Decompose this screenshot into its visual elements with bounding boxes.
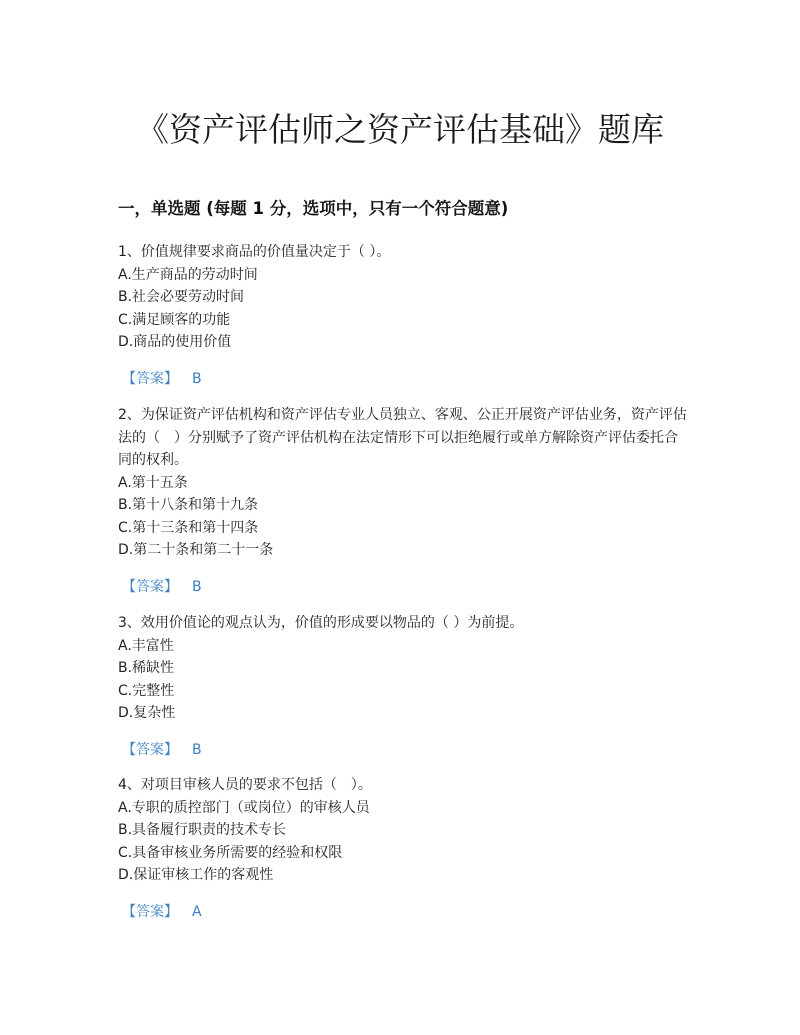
question-4: [118, 774, 688, 923]
answer-row: [118, 739, 688, 761]
answer-row: [118, 901, 688, 923]
option-d: D.复杂性: [118, 705, 176, 721]
option-b: B.稀缺性: [118, 660, 175, 676]
answer-value: B: [192, 578, 202, 595]
answer-label: 【答案】: [122, 903, 178, 920]
document-title: 《资产评估师之资产评估基础》题库: [136, 110, 664, 149]
option-d: D.商品的使用价值: [118, 334, 232, 350]
option-d: D.第二十条和第二十一条: [118, 542, 274, 558]
answer-row: [118, 576, 688, 598]
question-1: [118, 241, 688, 390]
option-c: C.完整性: [118, 682, 175, 699]
question-text: 3、效用价值论的观点认为，价值的形成要以物品的（ ）为前提。: [118, 615, 524, 631]
option-b: B.社会必要劳动时间: [118, 289, 245, 305]
option-a: A.丰富性: [118, 637, 174, 654]
answer-row: [118, 368, 688, 390]
question-3: [118, 612, 688, 761]
question-text: 1、价值规律要求商品的价值量决定于（ ）。: [118, 244, 391, 260]
question-text: 2、为保证资产评估机构和资产评估专业人员独立、客观、公正开展资产评估业务，资产评估法的（ ）分别赋予了资产评估机构在法定情形下可以拒绝履行或单方解除资产评估委托合同的权利。: [118, 407, 687, 468]
answer-value: A: [192, 903, 202, 920]
question-text: 4、对项目审核人员的要求不包括（ ）。: [118, 777, 372, 793]
option-c: C.满足顾客的功能: [118, 311, 231, 328]
option-c: C.具备审核业务所需要的经验和权限: [118, 844, 343, 861]
option-a: A.专职的质控部门（或岗位）的审核人员: [118, 799, 370, 816]
option-b: B.第十八条和第十九条: [118, 497, 259, 513]
answer-value: B: [192, 370, 202, 387]
answer-value: B: [192, 741, 202, 758]
answer-label: 【答案】: [122, 370, 178, 387]
option-b: B.具备履行职责的技术专长: [118, 822, 287, 838]
option-a: A.生产商品的劳动时间: [118, 266, 258, 283]
section-heading: 一，单选题 (每题 1 分，选项中，只有一个符合题意): [118, 199, 509, 218]
answer-label: 【答案】: [122, 578, 178, 595]
question-2: [118, 404, 688, 598]
option-a: A.第十五条: [118, 474, 188, 491]
option-c: C.第十三条和第十四条: [118, 519, 259, 536]
option-d: D.保证审核工作的客观性: [118, 867, 274, 883]
answer-label: 【答案】: [122, 741, 178, 758]
